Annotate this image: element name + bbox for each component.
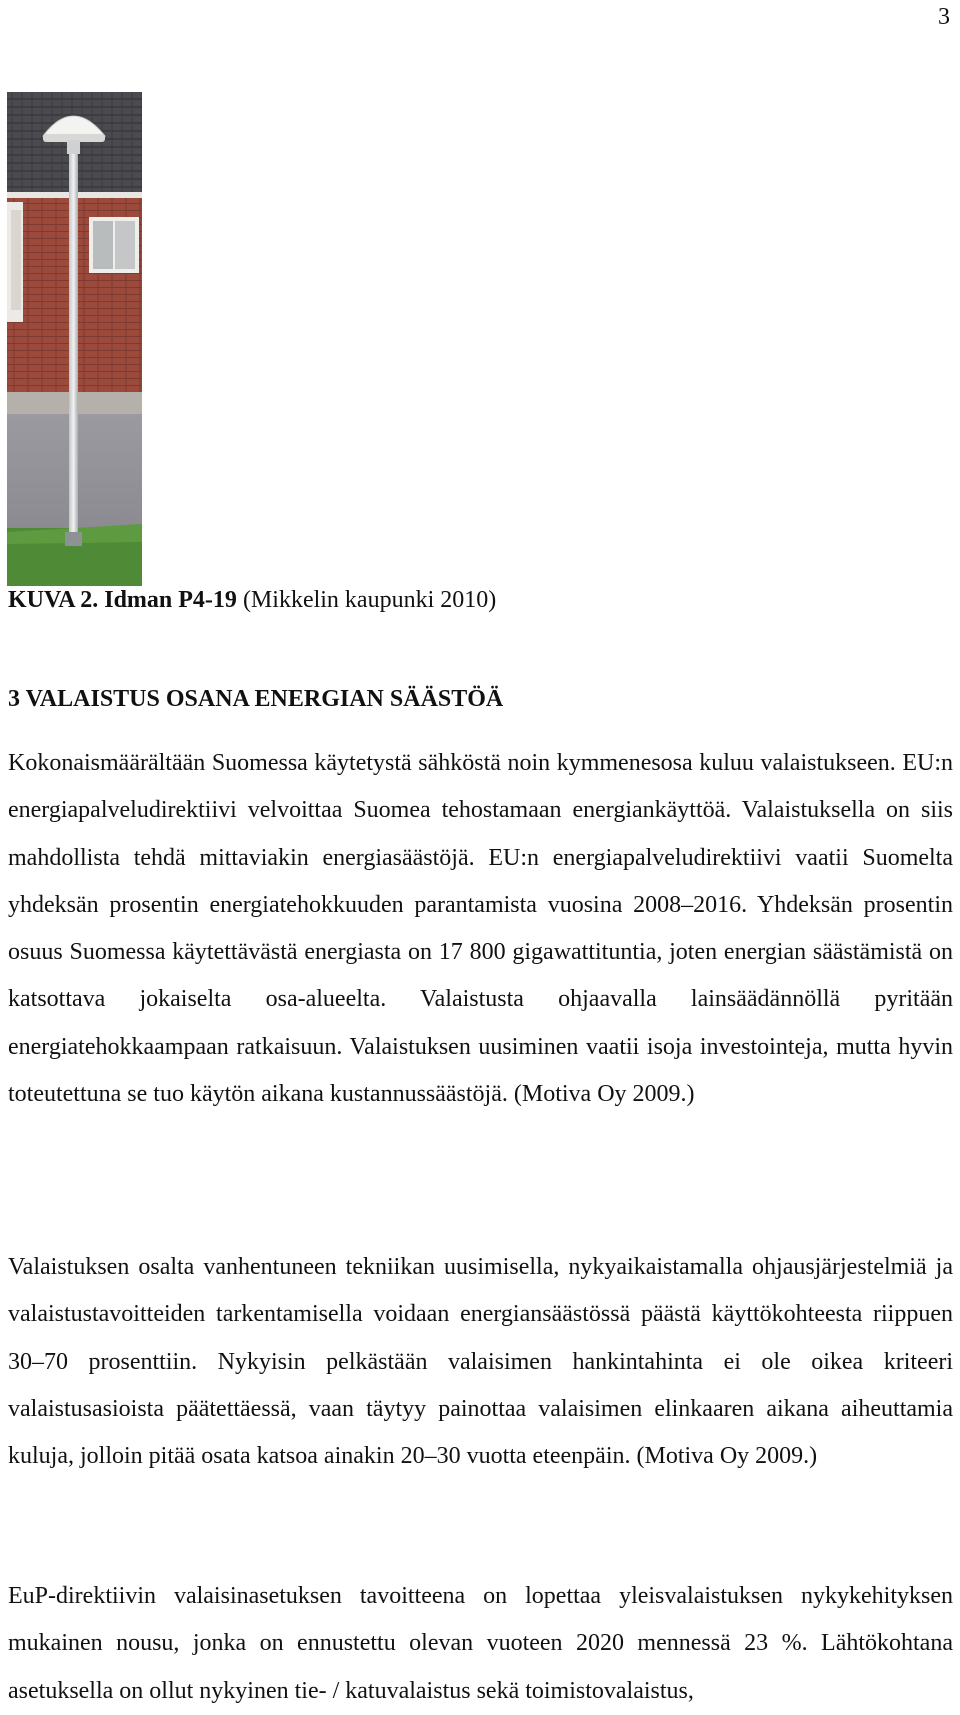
street-lamp-photo <box>7 92 142 586</box>
caption-label: KUVA 2. Idman P4-19 <box>8 587 237 613</box>
paragraph: EuP-direktiivin valaisinasetuksen tavoitteena on lopettaa yleisvalaistuksen nykykehityksen mukainen nousu, jonka on ennustettu olevan vuoteen 2020 mennessä 23 %. Lähtökohtana asetuksella on ollut nykyinen tie- / katuvalaistus sekä toimistovalaistus, <box>8 1583 953 1704</box>
caption-source: (Mikkelin kaupunki 2010) <box>242 587 497 613</box>
figure-caption <box>8 585 496 615</box>
paragraph: Valaistuksen osalta vanhentuneen tekniikan uusimisella, nykyaikaistamalla ohjausjärjestelmiä ja valaistustavoitteiden tarkentamisella voidaan energiansäästössä päästä käyttökohteesta riippuen 30–70 prosenttiin. Nykyisin pelkästään valaisimen hankintahinta ei ole oikea kriteeri valaistusasioista päätettäessä, vaan täytyy painottaa valaisimen elinkaaren aikana aiheuttamia kuluja, jolloin pitää osata katsoa ainakin 20–30 vuotta eteenpäin. (Motiva Oy 2009.) <box>8 1254 953 1470</box>
page-number: 3 <box>938 4 950 30</box>
paragraph: Kokonaismäärältään Suomessa käytetystä sähköstä noin kymmenesosa kuluu valaistukseen. EU:n energiapalveludirektiivi velvoittaa Suomea tehostamaan energiankäyttöä. Valaistuksella on siis mahdollista tehdä mittaviakin energiasäästöjä. EU:n energiapalveludirektiivi vaatii Suomelta yhdeksän prosentin energiatehokkuuden parantamista vuosina 2008–2016. Yhdeksän prosentin osuus Suomessa käytettävästä energiasta on 17 800 gigawattituntia, joten energian säästämistä on katsottava jokaiselta osa-alueelta. Valaistusta ohjaavalla lainsäädännöllä pyritään energiatehokkaampaan ratkaisuun. Valaistuksen uusiminen vaatii isoja investointeja, mutta hyvin toteutettuna se tuo käytön aikana kustannussäästöjä. (Motiva Oy 2009.) <box>8 750 953 1108</box>
section-heading: 3 VALAISTUS OSANA ENERGIAN SÄÄSTÖÄ <box>8 686 504 712</box>
